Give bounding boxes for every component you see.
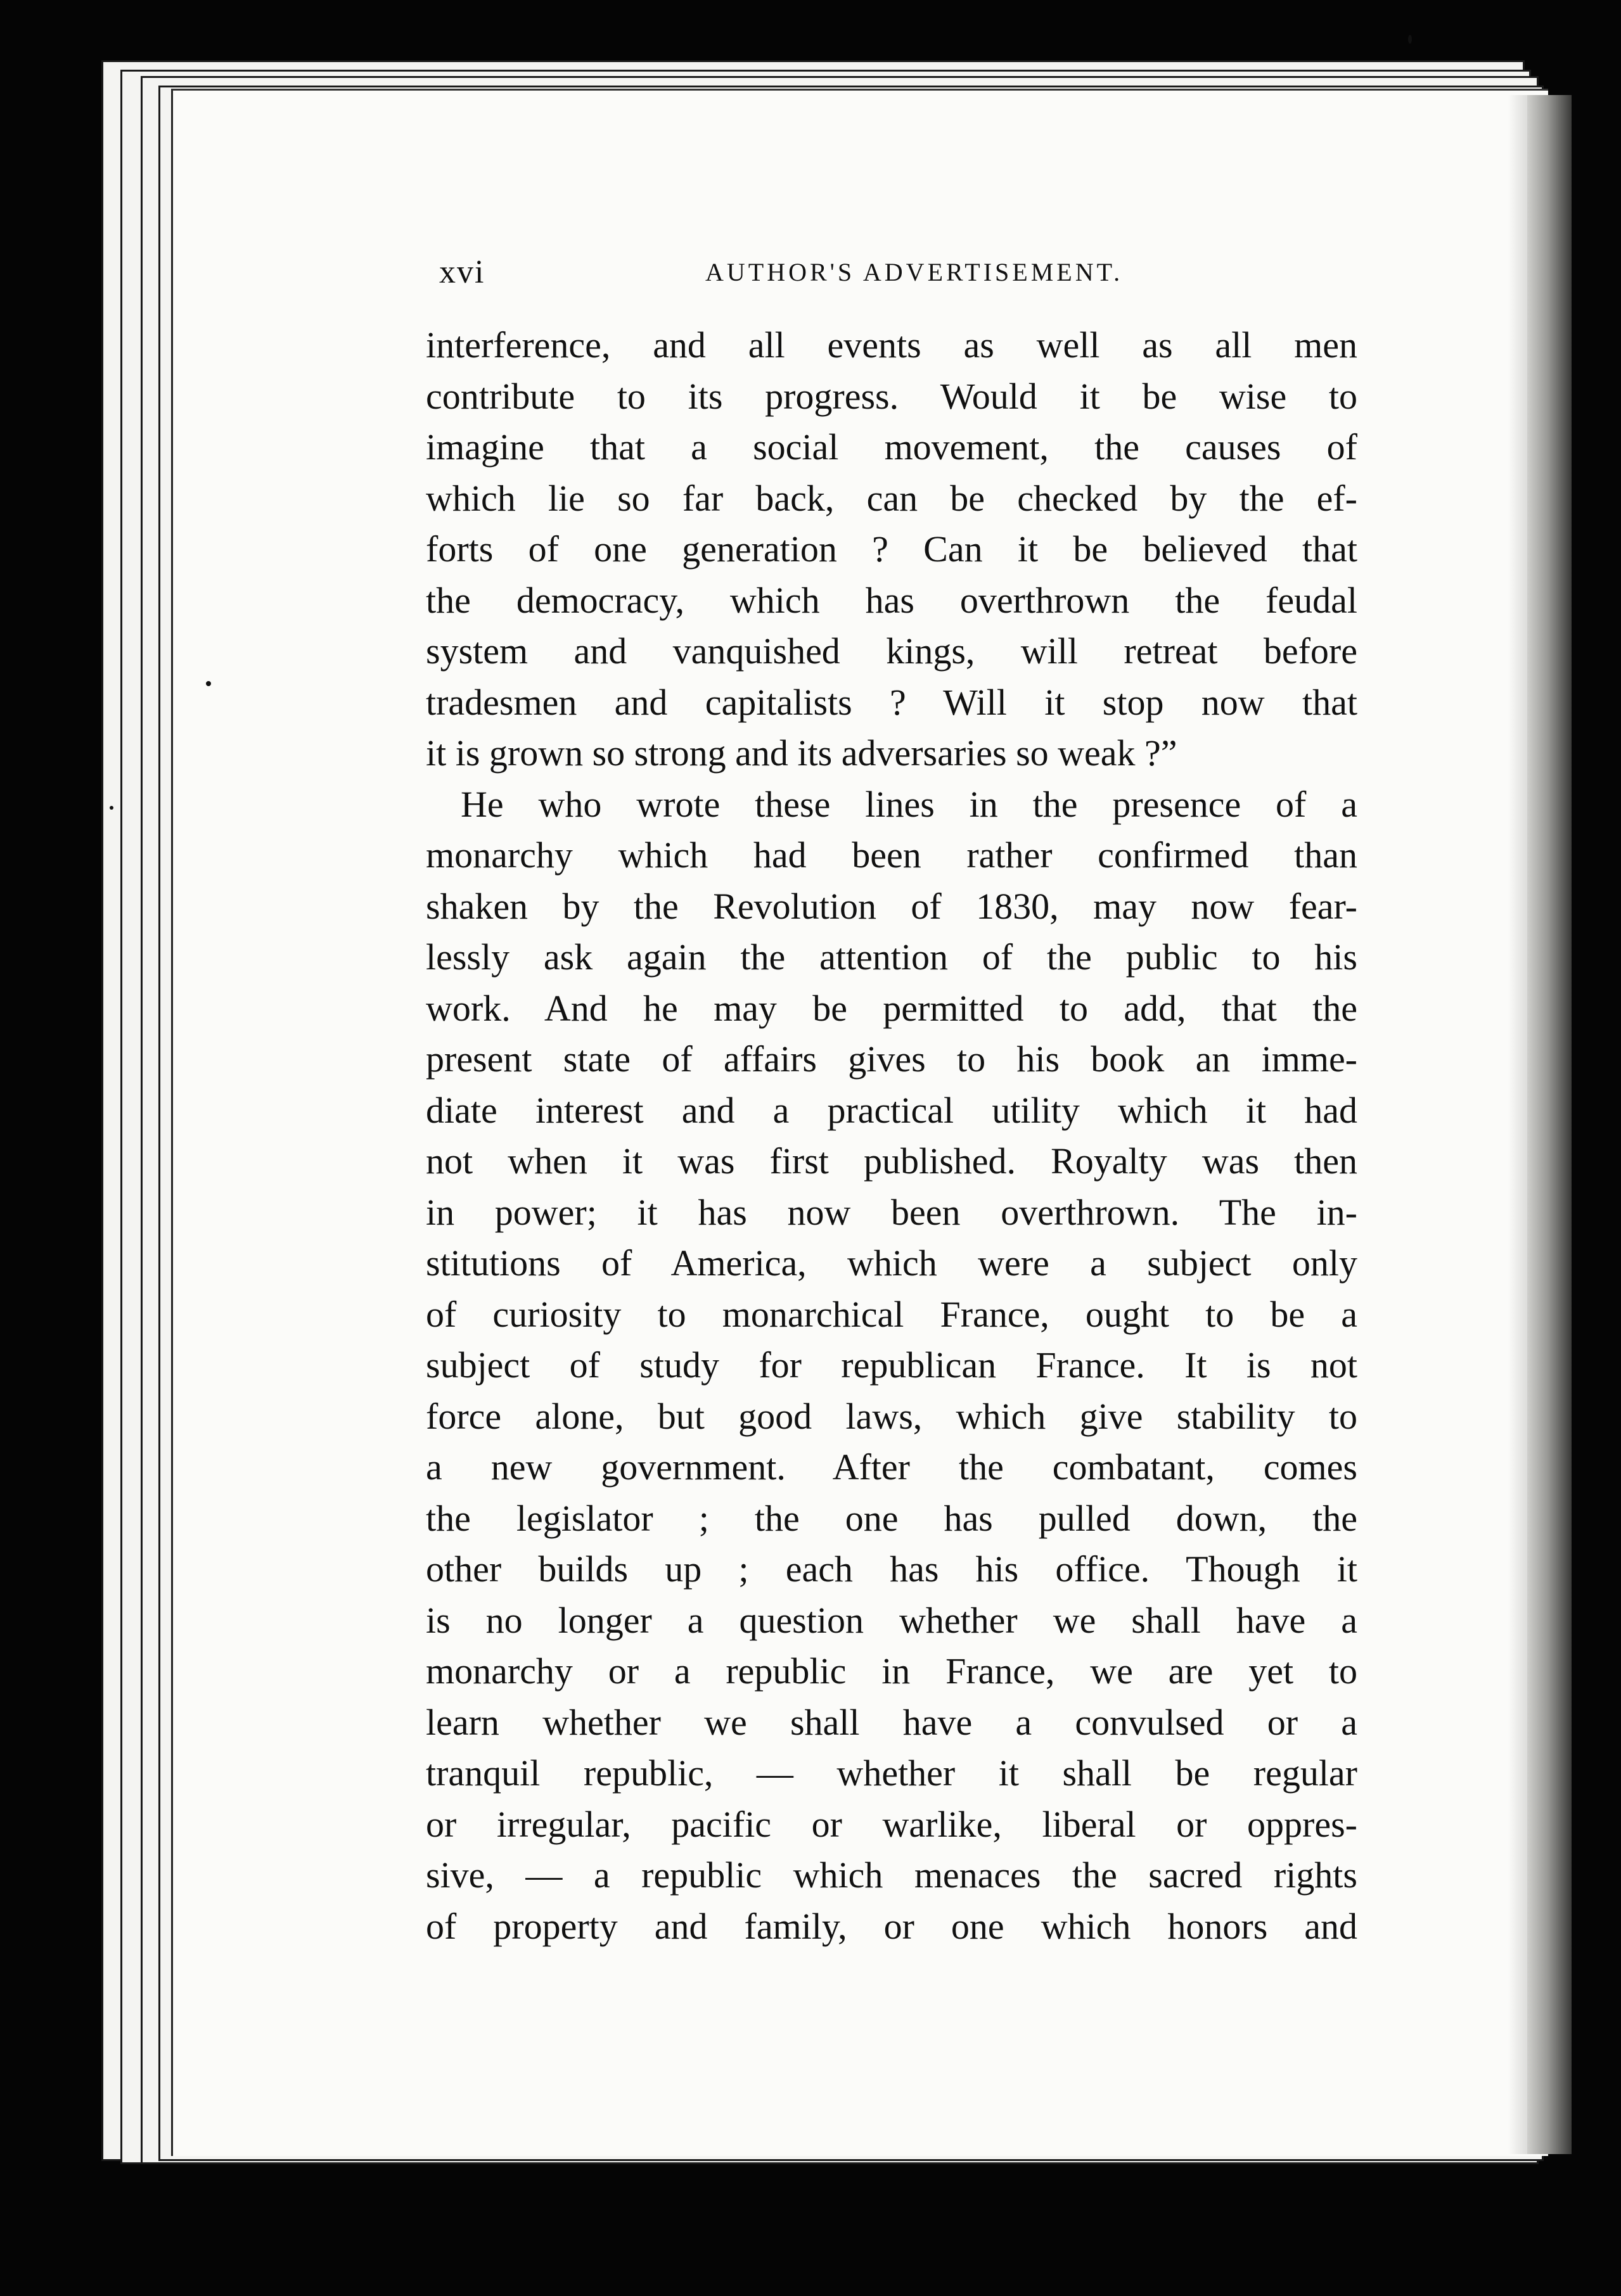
text-line: present state of affairs gives to his book an imme- [426,1038,1357,1080]
book-gutter [1527,95,1572,2154]
text-line: learn whether we shall have a convulsed or a [426,1701,1357,1743]
text-line: system and vanquished kings, will retreat before [426,630,1357,672]
text-line: monarchy which had been rather confirmed than [426,834,1357,876]
text-line: monarchy or a republic in France, we are yet to [426,1650,1357,1692]
text-line: stitutions of America, which were a subject only [426,1242,1357,1284]
text-line: imagine that a social movement, the causes of [426,426,1357,468]
paragraph-start-line: He who wrote these lines in the presence of a [461,783,1357,825]
text-line: work. And he may be permitted to add, that the [426,987,1357,1029]
text-line: forts of one generation ? Can it be believed that [426,528,1357,570]
page-number: xvi [439,254,485,290]
text-line: not when it was first published. Royalty was then [426,1140,1357,1182]
text-line: a new government. After the combatant, comes [426,1446,1357,1488]
scan-speck [1408,35,1412,44]
body-text [426,320,1357,1952]
text-line: tradesmen and capitalists ? Will it stop now that [426,681,1357,723]
text-line: contribute to its progress. Would it be wise to [426,375,1357,417]
text-line: tranquil republic, — whether it shall be regular [426,1752,1357,1794]
page-header [439,253,1352,291]
text-line: diate interest and a practical utility which it had [426,1089,1357,1131]
text-line: or irregular, pacific or warlike, liberal or oppres- [426,1803,1357,1845]
text-line: subject of study for republican France. It is not [426,1344,1357,1386]
text-line: of property and family, or one which honors and [426,1905,1357,1947]
running-title: AUTHOR'S ADVERTISEMENT. [705,258,1124,286]
text-line: the legislator ; the one has pulled down, the [426,1497,1357,1539]
text-line: of curiosity to monarchical France, ought to be a [426,1293,1357,1335]
text-line: which lie so far back, can be checked by the ef- [426,477,1357,519]
text-line: other builds up ; each has his office. Though it [426,1548,1357,1590]
text-line: interference, and all events as well as all men [426,324,1357,366]
scan-speck [206,681,211,686]
scan-speck [110,806,113,810]
text-line: the democracy, which has overthrown the feudal [426,579,1357,621]
text-line: shaken by the Revolution of 1830, may now fear- [426,885,1357,927]
text-line: force alone, but good laws, which give stability to [426,1395,1357,1437]
text-line: it is grown so strong and its adversaries so weak ?” [426,732,1177,774]
text-line: in power; it has now been overthrown. The in- [426,1191,1357,1233]
text-line: is no longer a question whether we shall have a [426,1599,1357,1641]
text-line: sive, — a republic which menaces the sacred rights [426,1854,1357,1896]
text-line: lessly ask again the attention of the public to his [426,936,1357,978]
